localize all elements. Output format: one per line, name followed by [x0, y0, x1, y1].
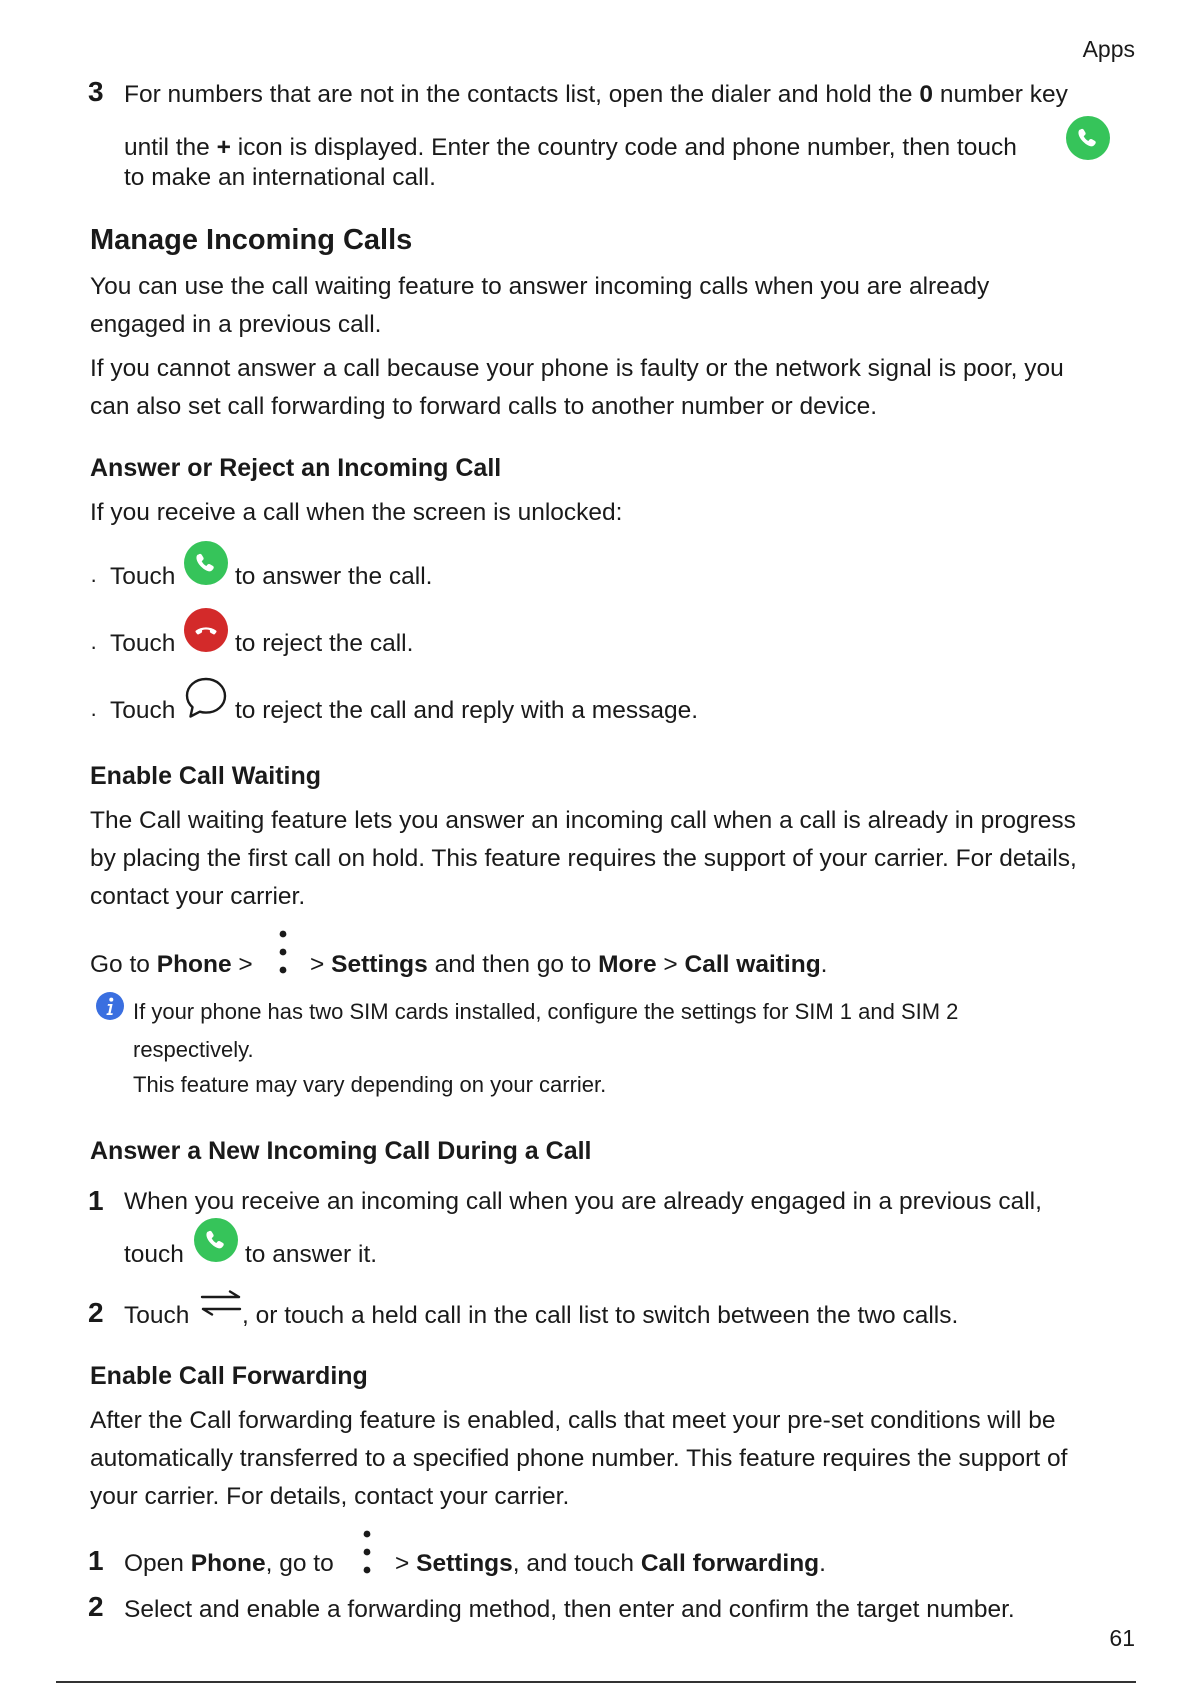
intro-step-line2: until the + icon is displayed. Enter the country code and phone number, then touch: [124, 134, 1017, 161]
step-number: 1: [88, 1185, 104, 1216]
swap-calls-icon: [200, 1290, 242, 1316]
page-number: 61: [1109, 1625, 1135, 1651]
call-forwarding-paragraph: After the Call forwarding feature is enabled, calls that meet your pre-set conditions will be automatically transferred to a specified phone number. This feature requires the support of your carrier. For details, contact your carrier.: [90, 1407, 1068, 1510]
bullet-dot: ·: [90, 634, 98, 659]
manage-paragraph-1: You can use the call waiting feature to answer incoming calls when you are already engaged in a previous call.: [90, 273, 990, 338]
forwarding-step1-part2: > Settings, and touch Call forwarding.: [395, 1550, 826, 1577]
bullet-dot: ·: [90, 567, 98, 592]
more-options-icon: [276, 928, 290, 976]
bullet-touch-label: Touch: [110, 563, 176, 590]
answer-call-icon: [1066, 116, 1110, 160]
new-call-step1-line1: When you receive an incoming call when you are already engaged in a previous call,: [124, 1188, 1042, 1215]
reject-call-icon: [184, 608, 228, 652]
bullet-text: to reject the call.: [235, 630, 414, 657]
sim-note: If your phone has two SIM cards installed, configure the settings for SIM 1 and SIM 2 respectively.: [133, 999, 959, 1062]
bullet-touch-label: Touch: [110, 697, 176, 724]
forwarding-step2-text: Select and enable a forwarding method, then enter and confirm the target number.: [124, 1596, 1015, 1623]
subsection-title-answer-reject: Answer or Reject an Incoming Call: [90, 454, 502, 482]
answer-call-icon: [184, 541, 228, 585]
answer-reject-intro: If you receive a call when the screen is unlocked:: [90, 499, 623, 526]
new-call-step1-touch: touch: [124, 1241, 184, 1268]
call-waiting-path-part2: > Settings and then go to More > Call waiting.: [310, 951, 828, 978]
info-icon: [96, 992, 124, 1020]
bullet-touch-label: Touch: [110, 630, 176, 657]
forwarding-step1-part1: Open Phone, go to: [124, 1550, 334, 1577]
step-number: 1: [88, 1545, 104, 1576]
step-number: 2: [88, 1591, 104, 1622]
new-call-step2-touch: Touch: [124, 1302, 190, 1329]
subsection-title-new-incoming-call: Answer a New Incoming Call During a Call: [90, 1137, 592, 1165]
subsection-title-call-forwarding: Enable Call Forwarding: [90, 1362, 368, 1390]
call-waiting-path-part1: Go to Phone >: [90, 951, 253, 978]
message-bubble-icon: [184, 676, 228, 720]
bullet-text: to answer the call.: [235, 563, 433, 590]
new-call-step2-rest: , or touch a held call in the call list to switch between the two calls.: [242, 1302, 959, 1329]
step-number: 2: [88, 1297, 104, 1328]
section-title-manage-incoming-calls: Manage Incoming Calls: [90, 224, 413, 256]
bottom-rule: [56, 1681, 1136, 1683]
answer-call-icon: [194, 1218, 238, 1262]
intro-step-line1: For numbers that are not in the contacts list, open the dialer and hold the 0 number key: [124, 81, 1068, 108]
more-options-icon: [360, 1528, 374, 1576]
subsection-title-call-waiting: Enable Call Waiting: [90, 762, 322, 790]
step-number: 3: [88, 76, 104, 107]
call-waiting-paragraph: The Call waiting feature lets you answer an incoming call when a call is already in progress by placing the first call on hold. This feature requires the support of your carrier. For details, contact your carrier.: [90, 807, 1077, 910]
carrier-note: This feature may vary depending on your carrier.: [133, 1072, 607, 1097]
section-header: Apps: [1082, 36, 1135, 62]
new-call-step1-rest: to answer it.: [245, 1241, 378, 1268]
intro-step-line3: to make an international call.: [124, 164, 436, 191]
bullet-text: to reject the call and reply with a message.: [235, 697, 699, 724]
manage-paragraph-2: If you cannot answer a call because your phone is faulty or the network signal is poor, you can also set call forwarding to forward calls to another number or device.: [90, 355, 1064, 420]
bullet-dot: ·: [90, 701, 98, 726]
